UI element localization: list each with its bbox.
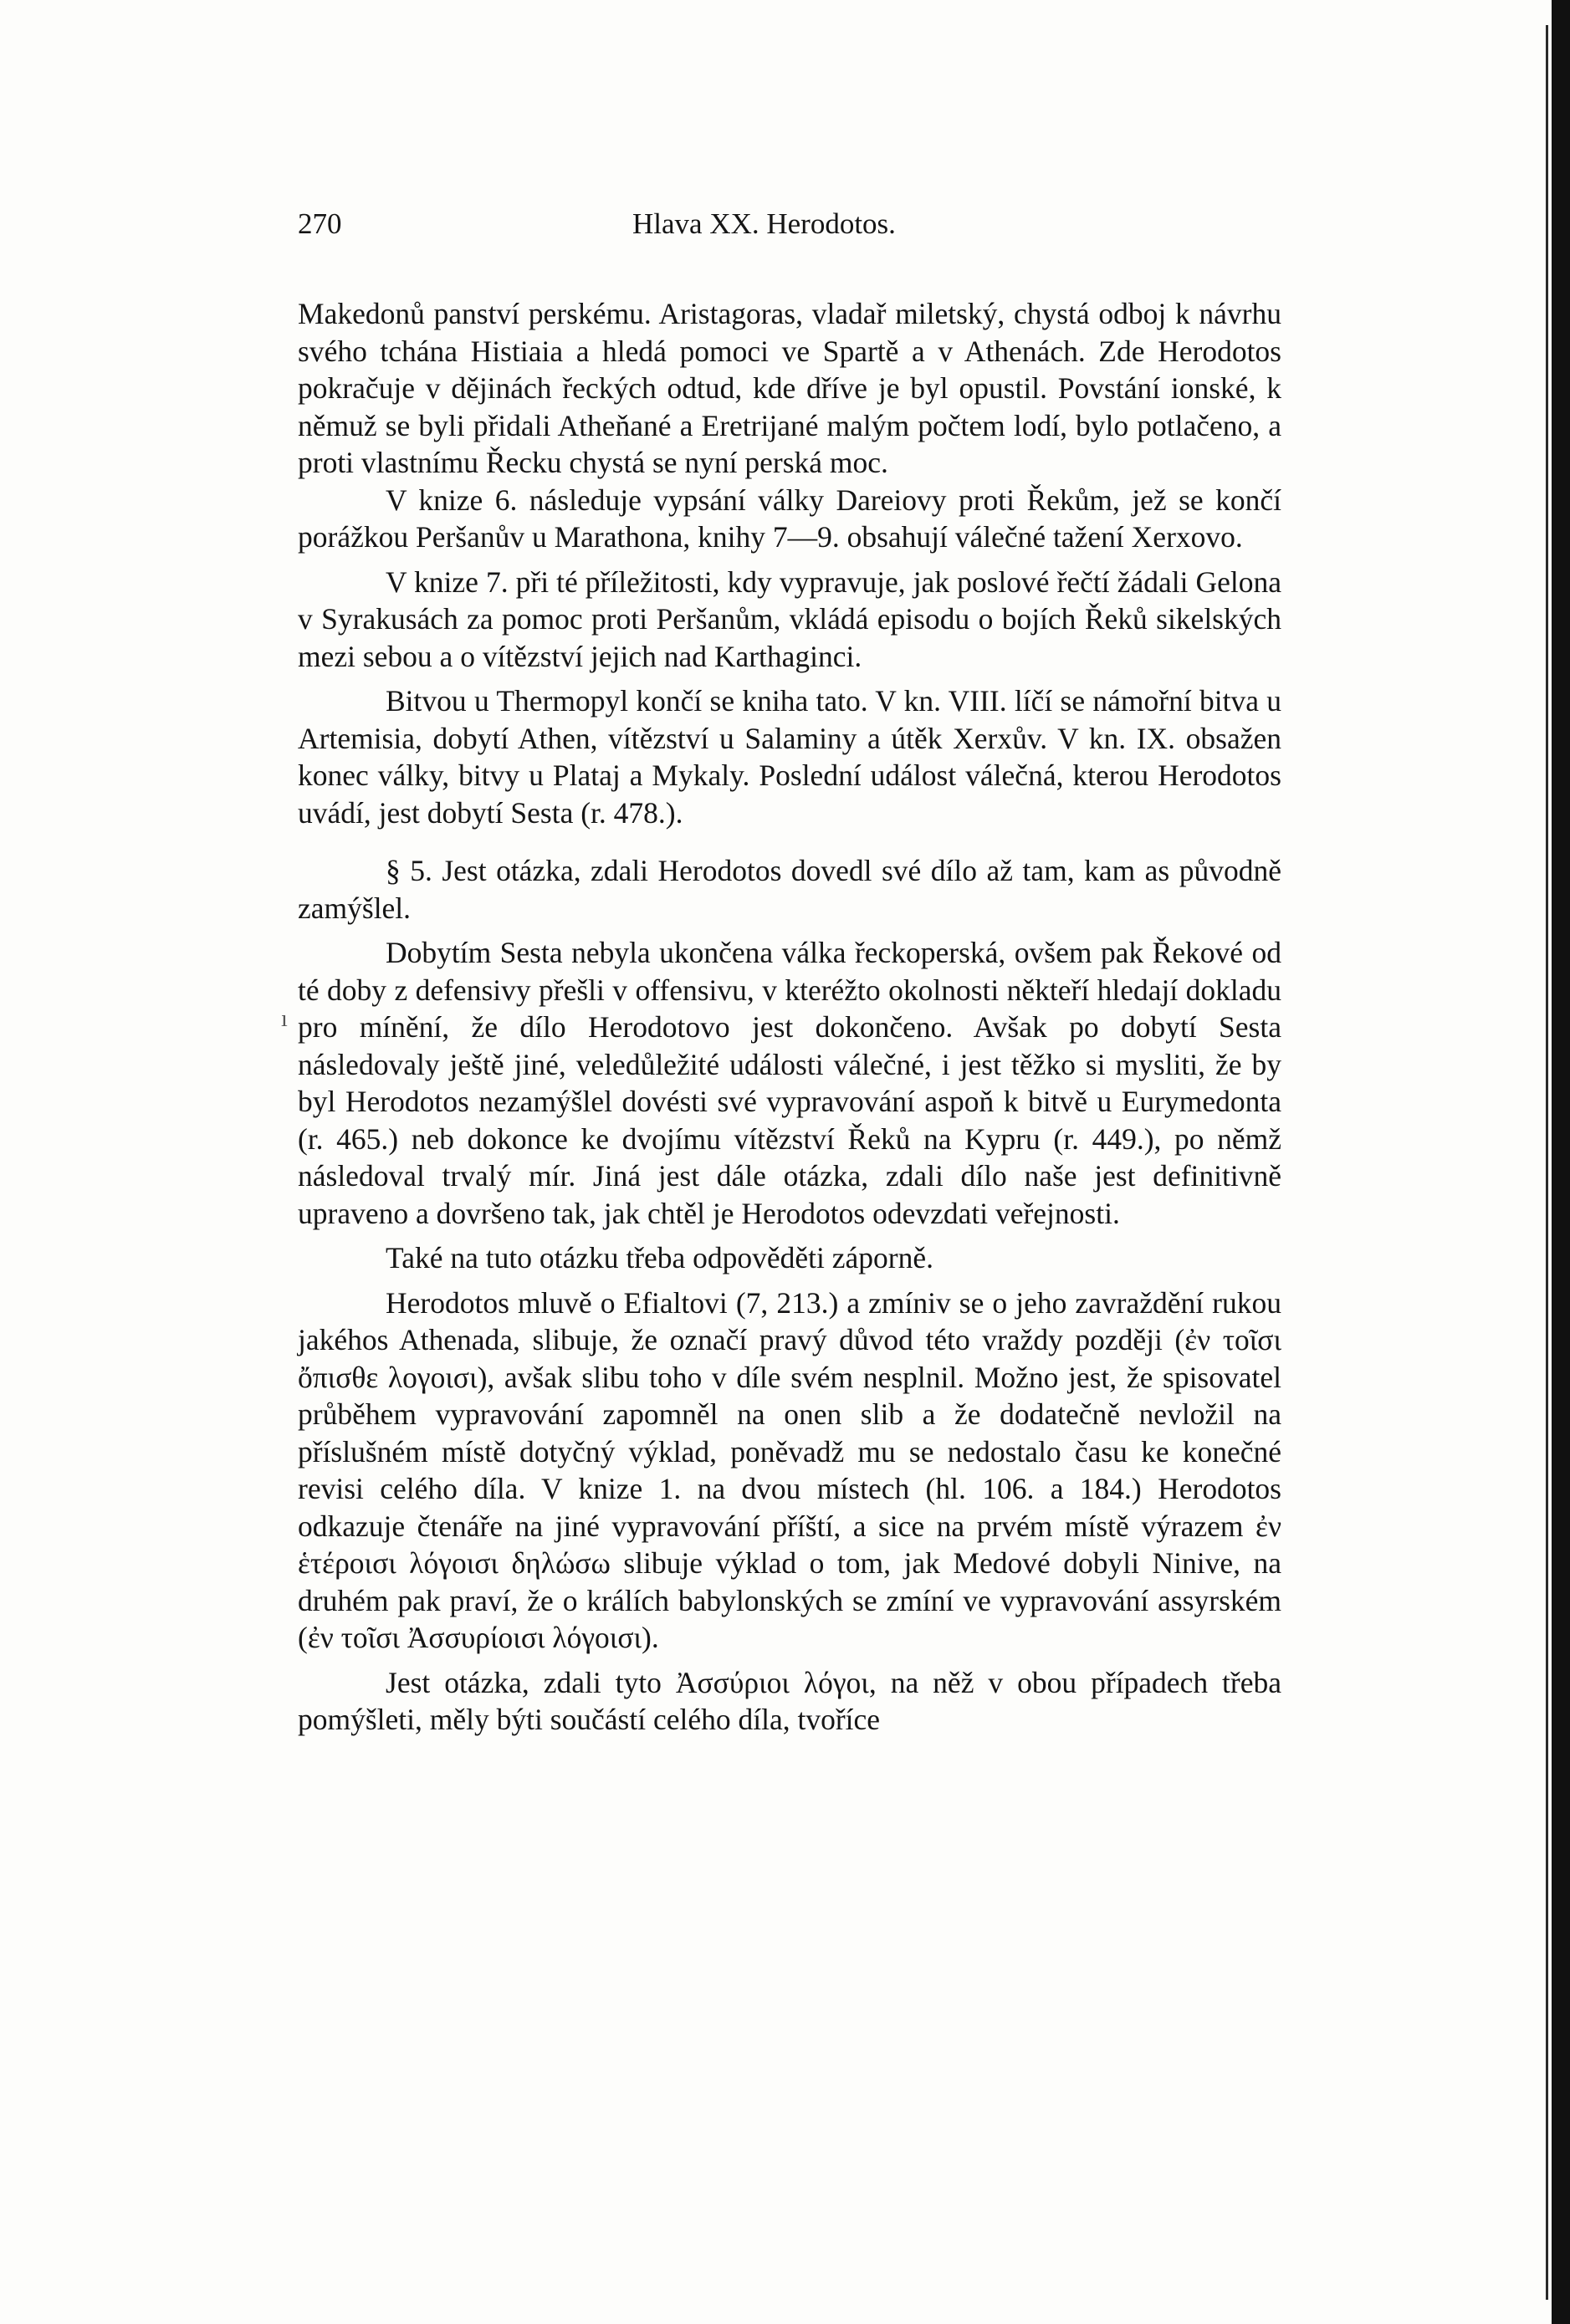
running-head: Hlava XX. Herodotos. <box>632 207 896 240</box>
page-number: 270 <box>298 207 342 240</box>
paragraph: V knize 7. při té příležitosti, kdy vypravuje, jak poslové řečtí žádali Gelona v Syrakusách za pomoc proti Peršanům, vkládá episodu o bojích Řeků sikelských mezi sebou a o vítězství jejich nad Karthaginci. <box>298 564 1281 673</box>
paragraph: Jest otázka, zdali tyto Ἀσσύριοι λόγοι, na něž v obou případech třeba pomýšleti, měly býti součástí celého díla, tvoříce <box>298 1665 1281 1736</box>
margin-mark: ı <box>281 1006 288 1032</box>
paragraph: V knize 6. následuje vypsání války Dareiovy proti Řekům, jež se končí porážkou Peršanův u Marathona, knihy 7—9. obsahují válečné tažení Xerxovo. <box>298 483 1281 554</box>
scan-edge <box>1552 0 1570 2324</box>
paragraph: Bitvou u Thermopyl končí se kniha tato. V kn. VIII. líčí se námořní bitva u Artemisia, dobytí Athen, vítězství u Salaminy a útěk Xerxův. V kn. IX. obsažen konec války, bitvy u Plataj a Mykaly. Poslední událost válečná, kterou Herodotos uvádí, jest dobytí Sesta (r. 478.). <box>298 684 1281 830</box>
paragraph: Herodotos mluvě o Efialtovi (7, 213.) a zmíniv se o jeho zavraždění rukou jakéhos Athenada, slibuje, že označí pravý důvod této vraždy později (ἐν τοῖσι ὄπισθε λογοισι), avšak slibu toho v díle svém nesplnil. Možno jest, že spisovatel průběhem vypravování zapomněl na onen slib a že dodatečně nevložil na příslušném místě dotyčný výklad, poněvadž mu se nedostalo času ke konečné revisi celého díla. V knize 1. na dvou místech (hl. 106. a 184.) Herodotos odkazuje čtenáře na jiné vypravování příští, a sice na prvém místě výrazem ἐν ἑτέροισι λόγοισι δηλώσω slibuje výklad o tom, jak Medové dobyli Ninive, na druhém pak praví, že o králích babylonských se zmíní ve vypravování assyrském (ἐν τοῖσι Ἀσσυρίοισι λόγοισι). <box>298 1285 1281 1654</box>
paragraph: Makedonů panství perskému. Aristagoras, vladař miletský, chystá odboj k návrhu svého tchána Histiaia a hledá pomoci ve Spartě a v Athenách. Zde Herodotos pokračuje v dějinách řeckých odtud, kde dříve je byl opustil. Povstání ionské, k němuž se byli přidali Atheňané a Eretrijané malým počtem lodí, bylo potlačeno, a proti vlastnímu Řecku chystá se nyní perská moc. <box>298 297 1281 479</box>
body-text <box>298 295 1281 1739</box>
paragraph: Dobytím Sesta nebyla ukončena válka řeckoperská, ovšem pak Řekové od té doby z defensivy přešli v offensivu, v kteréžto okolnosti někteří hledají dokladu pro mínění, že dílo Herodotovo jest dokončeno. Avšak po dobytí Sesta následovaly ještě jiné, veledůležité události válečné, i jest těžko si mysliti, že by byl Herodotos nezamýšlel dovésti své vypravování aspoň k bitvě u Eurymedonta (r. 465.) neb dokonce ke dvojímu vítězství Řeků na Kypru (r. 449.), po němž následoval trvalý mír. Jiná jest dále otázka, zdali dílo naše jest definitivně upraveno a dovršeno tak, jak chtěl je Herodotos odevzdati veřejnosti. <box>298 936 1281 1230</box>
paragraph: Také na tuto otázku třeba odpověděti záporně. <box>386 1241 933 1274</box>
scan-edge-line <box>1546 25 1548 2300</box>
page-header <box>298 207 1285 249</box>
section-heading-paragraph: § 5. Jest otázka, zdali Herodotos dovedl své dílo až tam, kam as původně zamýšlel. <box>298 854 1281 925</box>
